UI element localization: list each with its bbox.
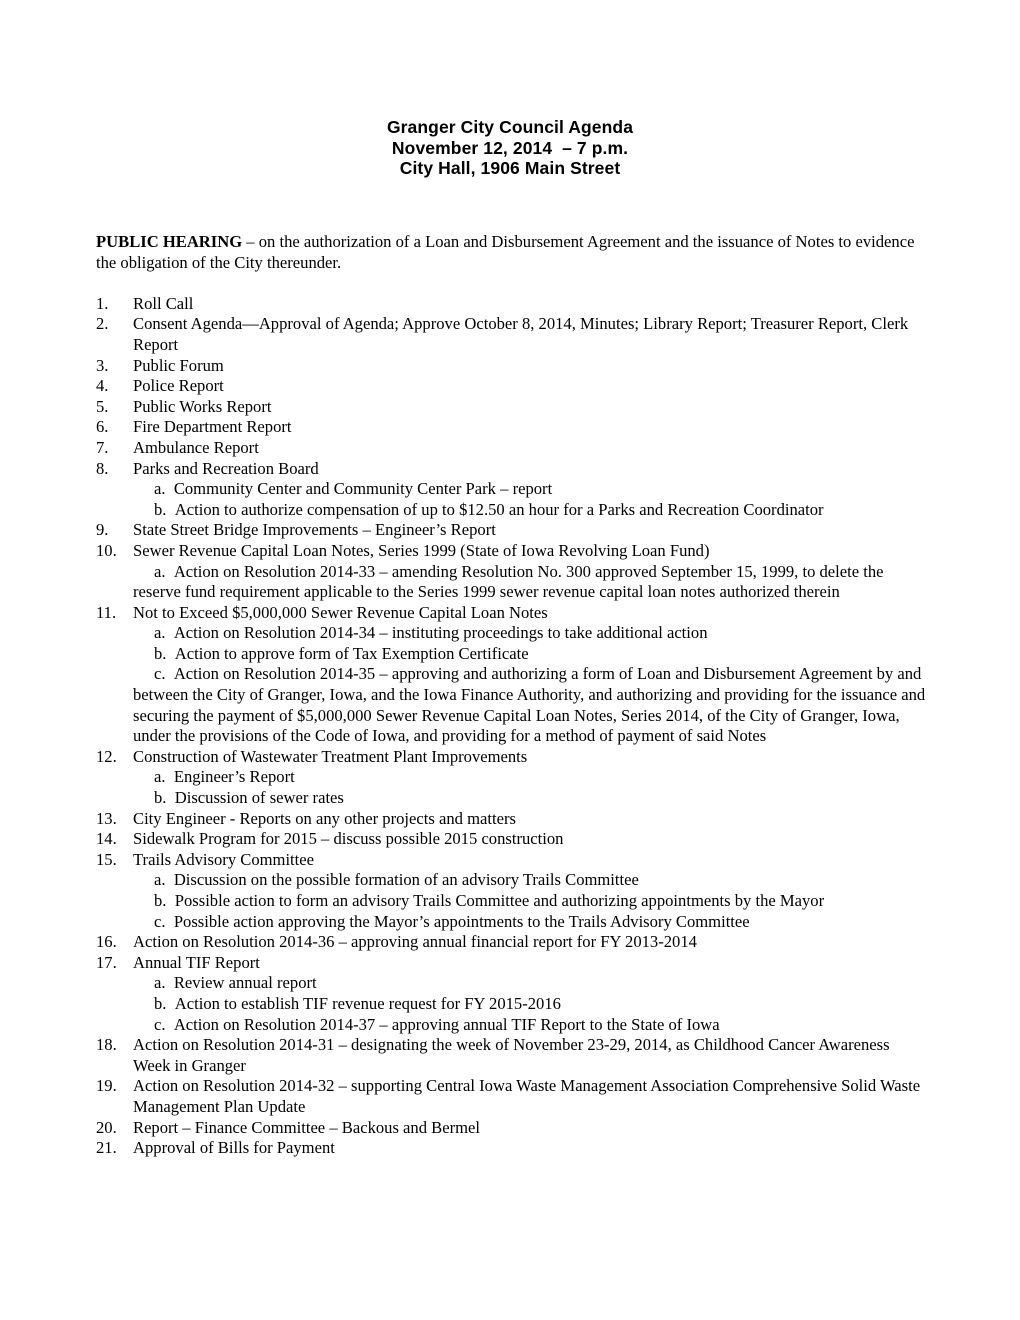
agenda-subitem-list [133,767,930,808]
header-line-datetime: November 12, 2014 – 7 p.m. [391,137,629,158]
agenda-item-number: 21. [96,1138,117,1158]
agenda-item [96,459,930,521]
agenda-subitem-label: a. [154,479,166,499]
agenda-item-number: 5. [96,396,109,416]
agenda-subitem-label: b. [154,499,167,519]
agenda-subitem-label: b. [154,891,167,910]
agenda-item-number: 10. [96,540,117,560]
agenda-subitem-list [133,870,930,932]
agenda-item-number: 9. [96,520,109,540]
agenda-item-text: Sidewalk Program for 2015 – discuss possible 2015 construction [133,829,564,849]
agenda-item [96,1118,930,1139]
agenda-item [96,850,930,932]
agenda-subitem-label: a. [154,973,166,993]
agenda-item [96,294,930,315]
agenda-item-text: Sewer Revenue Capital Loan Notes, Series 1999 (State of Iowa Revolving Loan Fund) [133,540,710,560]
agenda-item [96,829,930,850]
agenda-item-text: Consent Agenda—Approval of Agenda; Approve October 8, 2014, Minutes; Library Report; Treasurer Report, Clerk Report [133,314,909,354]
agenda-item-number: 13. [96,808,117,828]
agenda-item-text: Public Works Report [133,396,272,416]
agenda-item-text: Annual TIF Report [133,952,260,972]
agenda-item-text: Action on Resolution 2014-32 – supporting Central Iowa Waste Management Association Comprehensive Solid Waste Management Plan Update [133,1076,921,1116]
agenda-item [96,809,930,830]
agenda-item [96,417,930,438]
agenda-item-number: 4. [96,376,109,396]
agenda-subitem-text: Engineer’s Report [173,767,295,787]
agenda-item-text: Not to Exceed $5,000,000 Sewer Revenue Capital Loan Notes [133,602,548,622]
agenda-item [96,932,930,953]
agenda-subitem-text: Action to approve form of Tax Exemption Certificate [174,643,529,663]
agenda-subitem-list [133,973,930,1035]
agenda-subitem [133,644,930,665]
public-hearing-paragraph [96,232,930,273]
agenda-subitem-text: Discussion of sewer rates [174,788,344,808]
agenda-subitem [133,479,930,500]
agenda-subitem-label: b. [154,993,167,1013]
agenda-subitem [133,973,930,994]
agenda-subitem-list [133,479,930,520]
agenda-item [96,376,930,397]
agenda-subitem-label: a. [154,561,166,581]
agenda-subitem-text: Action to authorize compensation of up to $12.50 an hour for a Parks and Recreation Coordinator [174,499,824,519]
agenda-subitem-label: c. [154,664,166,684]
agenda-item-number: 16. [96,932,117,952]
agenda-item-number: 1. [96,293,109,313]
agenda-subitem-list [133,562,930,603]
agenda-subitem [133,912,930,933]
agenda-subitem [133,664,930,746]
agenda-item-number: 6. [96,417,109,437]
agenda-item-text: Report – Finance Committee – Backous and Bermel [133,1117,481,1137]
agenda-item-number: 11. [96,602,117,622]
agenda-subitem-text: Review annual report [173,973,317,993]
header-line-location: City Hall, 1906 Main Street [399,158,621,179]
agenda-item [96,397,930,418]
agenda-item-number: 14. [96,829,117,849]
agenda-item-text: Fire Department Report [133,417,292,437]
agenda-subitem [133,870,930,891]
document-header [0,117,1020,179]
public-hearing-text: – on the authorization of a Loan and Disbursement Agreement and the issuance of Notes to evidence the obligation of the City thereunder. [96,232,915,272]
agenda-item [96,520,930,541]
agenda-item [96,1076,930,1117]
agenda-item-text: State Street Bridge Improvements – Engineer’s Report [133,520,496,540]
agenda-subitem [133,891,930,912]
agenda-item [96,603,930,747]
agenda-item [96,314,930,355]
agenda-item [96,1138,930,1159]
agenda-item [96,356,930,377]
agenda-subitem-text: Possible action to form an advisory Trails Committee and authorizing appointments by the Mayor [174,891,825,910]
agenda-item-text: Ambulance Report [133,437,259,457]
agenda-item-text: Construction of Wastewater Treatment Plant Improvements [133,746,528,766]
agenda-subitem-label: c. [154,911,166,931]
agenda-item-number: 8. [96,458,109,478]
agenda-item-number: 3. [96,355,109,375]
agenda-item [96,438,930,459]
public-hearing-label: PUBLIC HEARING [96,232,243,251]
agenda-item [96,747,930,809]
agenda-item-text: Roll Call [133,293,194,313]
agenda-subitem-label: b. [154,788,167,808]
agenda-item [96,1035,930,1076]
agenda-subitem-label: a. [154,623,166,643]
agenda-item-text: Approval of Bills for Payment [133,1138,335,1158]
agenda-item-text: Police Report [133,376,224,396]
agenda-subitem-list [133,623,930,747]
agenda-subitem [133,767,930,788]
agenda-subitem-text: Action on Resolution 2014-33 – amending Resolution No. 300 approved September 15, 1999, to delete the reserve fund requirement applicable to the Series 1999 sewer revenue capital loan notes authorized therein [133,561,884,602]
agenda-item-text: Action on Resolution 2014-31 – designating the week of November 23-29, 2014, as Childhood Cancer Awareness Week in Granger [133,1035,890,1075]
agenda-item-number: 19. [96,1076,117,1096]
agenda-subitem [133,623,930,644]
header-line-title: Granger City Council Agenda [386,117,634,137]
agenda-item-number: 18. [96,1035,117,1055]
agenda-item-text: Public Forum [133,355,224,375]
agenda-subitem-label: b. [154,643,167,663]
agenda-item-text: Trails Advisory Committee [133,849,315,869]
agenda-subitem-label: c. [154,1014,166,1034]
agenda-subitem-text: Action on Resolution 2014-35 – approving and authorizing a form of Loan and Disbursement Agreement by and between the City of Granger, Iowa, and the Iowa Finance Authority, and authorizing and providing for the issuance and securing the payment of $5,000,000 Sewer Revenue Capital Loan Notes, Series 2014, of the City of Granger, Iowa, under the provisions of the Code of Iowa, and providing for a method of payment of said Notes [133,664,926,746]
document-body [96,232,930,1159]
agenda-item-number: 15. [96,849,117,869]
agenda-subitem-text: Community Center and Community Center Park – report [173,479,553,499]
agenda-subitem-text: Action on Resolution 2014-37 – approving annual TIF Report to the State of Iowa [173,1014,720,1034]
agenda-item-text: Action on Resolution 2014-36 – approving annual financial report for FY 2013-2014 [133,932,697,952]
agenda-item-number: 17. [96,952,117,972]
agenda-item [96,953,930,1035]
agenda-item-number: 2. [96,314,109,334]
agenda-subitem-label: a. [154,870,166,890]
agenda-subitem [133,788,930,809]
agenda-item-text: Parks and Recreation Board [133,458,319,478]
agenda-subitem [133,994,930,1015]
agenda-item-number: 20. [96,1117,117,1137]
agenda-subitem-text: Action on Resolution 2014-34 – instituting proceedings to take additional action [173,623,708,643]
agenda-subitem-text: Action to establish TIF revenue request for FY 2015-2016 [174,993,561,1013]
agenda-subitem-text: Possible action approving the Mayor’s appointments to the Trails Advisory Committee [173,911,750,931]
agenda-subitem-text: Discussion on the possible formation of an advisory Trails Committee [173,870,639,890]
agenda-item-number: 7. [96,437,109,457]
agenda-item-text: City Engineer - Reports on any other projects and matters [133,808,516,828]
agenda-list [96,294,930,1159]
agenda-subitem [133,562,930,603]
agenda-subitem [133,1015,930,1036]
agenda-item [96,541,930,603]
agenda-subitem [133,500,930,521]
agenda-item-number: 12. [96,746,117,766]
agenda-subitem-label: a. [154,767,166,787]
